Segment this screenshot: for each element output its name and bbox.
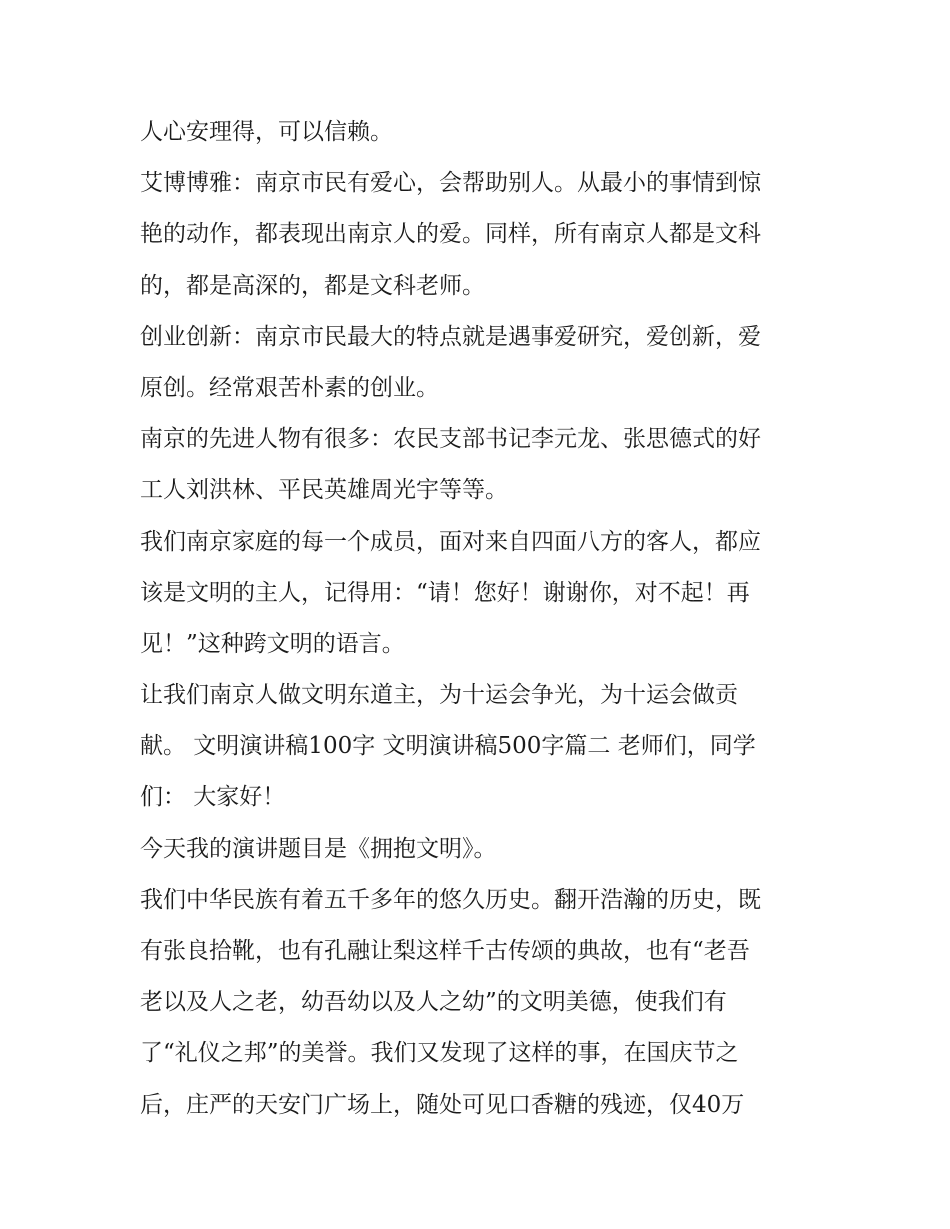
text-line: 艳的动作，都表现出南京人的爱。同样，所有南京人都是文科 <box>140 221 761 248</box>
text-line: 人心安理得，可以信赖。 <box>140 119 393 145</box>
text-line: 有张良拾靴，也有孔融让梨这样千古传颂的典故，也有“老吾 <box>140 938 750 964</box>
text-line: 后，庄严的天安门广场上，随处可见口香糖的残迹，仅40万 <box>140 1091 745 1118</box>
text-line: 让我们南京人做文明东道主，为十运会争光，为十运会做贡 <box>140 682 738 709</box>
text-line: 见！”这种跨文明的语言。 <box>140 630 405 657</box>
text-line: 献。 文明演讲稿100字 文明演讲稿500字篇二 老师们，同学 <box>140 733 756 760</box>
paragraph <box>140 312 820 414</box>
text-line: 原创。经常艰苦朴素的创业。 <box>140 374 439 401</box>
text-line: 们： 大家好！ <box>140 784 286 811</box>
text-line: 该是文明的主人，记得用：“请！您好！谢谢你，对不起！再 <box>140 579 750 606</box>
text-line: 南京的先进人物有很多：农民支部书记李元龙、张思德式的好 <box>140 426 761 453</box>
paragraph <box>140 875 820 1131</box>
text-line: 了“礼仪之邦”的美誉。我们又发现了这样的事，在国庆节之 <box>140 1040 739 1067</box>
text-line: 老以及人之老，幼吾幼以及人之幼”的文明美德，使我们有 <box>140 989 727 1016</box>
text-line: 创业创新：南京市民最大的特点就是遇事爱研究，爱创新，爱 <box>140 323 761 350</box>
paragraph <box>140 824 820 875</box>
paragraph <box>140 107 820 158</box>
paragraph <box>140 670 820 824</box>
document-body <box>140 107 820 1131</box>
text-line: 我们南京家庭的每一个成员，面对来自四面八方的客人，都应 <box>140 528 761 555</box>
text-line: 今天我的演讲题目是《拥抱文明》。 <box>140 835 497 862</box>
text-line: 工人刘洪林、平民英雄周光宇等等。 <box>140 477 508 504</box>
paragraph <box>140 517 820 671</box>
paragraph <box>140 158 820 312</box>
text-line: 艾博博雅：南京市民有爱心，会帮助别人。从最小的事情到惊 <box>140 170 761 197</box>
text-line: 的，都是高深的，都是文科老师。 <box>140 272 485 299</box>
paragraph <box>140 414 820 516</box>
text-line: 我们中华民族有着五千多年的悠久历史。翻开浩瀚的历史，既 <box>140 886 761 913</box>
